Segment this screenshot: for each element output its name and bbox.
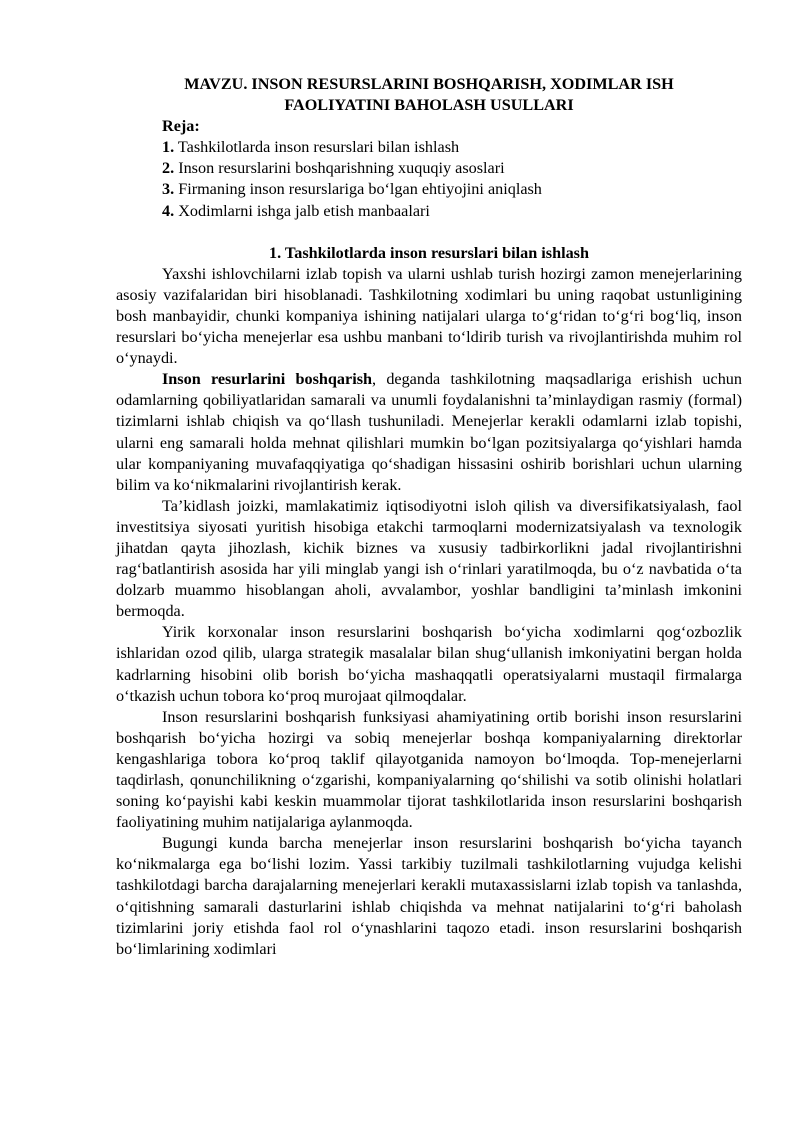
document-title bbox=[116, 74, 742, 116]
paragraph: Yaxshi ishlovchilarni izlab topish va ularni ushlab turish hozirgi zamon menejerlarining asosiy vazifalaridan biri hisoblanadi. Tashkilotning xodimlari bu uning raqobat ustunligining bosh manbayidir, chunki kompaniya ishining natijalari ularga to‘g‘ridan to‘g‘ri bog‘liq, inson resurslari bo‘yicha menejerlar esa ushbu manbani to‘ldirib turish va rivojlantirishda muhim rol o‘ynaydi. bbox=[116, 264, 742, 368]
document-page bbox=[116, 74, 742, 960]
paragraph: Ta’kidlash joizki, mamlakatimiz iqtisodiyotni isloh qilish va diversifikatsiyalash, faol investitsiya siyosati yuritish hisobiga etakchi tarmoqlarni modernizatsiyalash va texnologik jihatdan qayta jihozlash, kichik biznes va xususiy tadbirkorlikni jadal rivojlantirishni rag‘batlantirish asosida har yili minglab yangi ish o‘rinlari yaratilmoqda, bu o‘z navbatida o‘ta dolzarb muammo hisoblangan aholi, avvalambor, yoshlar bandligini ta’minlash imkonini bermoqda. bbox=[116, 496, 742, 621]
paragraph-text: , deganda tashkilotning maqsadlariga erishish uchun odamlarning qobiliyatlaridan samarali va unumli foydalanishni ta’minlaydigan rasmiy (formal) tizimlarni ishlab chiqish va qo‘llash tushuniladi. Menejerlar kerakli odamlarni izlab topishi, ularni eng samarali holda mehnat qilishlari mumkin bo‘lgan pozitsiyalarga qo‘yishlari hamda ular kompaniyaning muvafaqqiyatiga qo‘shadigan hissasini oshirib borishlari uchun ularning bilim va ko‘nikmalarini rivojlantirish kerak. bbox=[116, 370, 742, 494]
paragraph: Bugungi kunda barcha menejerlar inson resurslarini boshqarish bo‘yicha tayanch ko‘nikmalarga ega bo‘lishi lozim. Yassi tarkibiy tuzilmali tashkilotlarning vujudga kelishi tashkilotdagi barcha darajalarning menejerlari kerakli mutaxassislarni izlab topish va tanlashda, o‘qitishning samarali dasturlarini ishlab chiqishda va mehnat natijalarini to‘g‘ri baholash tizimlarini joriy etishda faol rol o‘ynashlarini taqozo etadi. inson resurslarini boshqarish bo‘limlarining xodimlari bbox=[116, 834, 742, 958]
plan-item-number: 1. bbox=[162, 138, 175, 157]
title-line-2: FAOLIYATINI BAHOLASH USULLARI bbox=[284, 96, 574, 115]
plan-item-text: Inson resurslarini boshqarishning xuquqiy asoslari bbox=[174, 159, 505, 178]
plan-item-text: Firmaning inson resurslariga bo‘lgan ehtiyojini aniqlash bbox=[174, 180, 542, 199]
plan-item-number: 3. bbox=[162, 180, 175, 199]
title-line-1: MAVZU. INSON RESURSLARINI BOSHQARISH, XODIMLAR ISH bbox=[184, 75, 674, 93]
plan-item bbox=[162, 201, 742, 222]
section-title: 1. Tashkilotlarda inson resurslari bilan ishlash bbox=[269, 243, 589, 262]
plan-item bbox=[162, 158, 742, 179]
paragraph: Yirik korxonalar inson resurslarini boshqarish bo‘yicha xodimlarni qog‘ozbozlik ishlaridan ozod qilib, ularga strategik masalalar bilan shug‘ullanish imkoniyatini bergan holda kadrlarning hisobini olib borish bo‘yicha mashaqqatli operatsiyalarni mustaqil firmalarga o‘tkazish uchun tobora ko‘proq murojaat qilmoqdalar. bbox=[116, 623, 742, 705]
paragraph bbox=[116, 369, 742, 496]
paragraph: Inson resurslarini boshqarish funksiyasi ahamiyatining ortib borishi inson resurslarini boshqarish bo‘yicha hozirgi va sobiq menejerlar boshqa kompaniyalarning direktorlar kengashlariga tobora ko‘proq taklif qilayotganida namoyon bo‘lmoqda. Top-menejerlarni taqdirlash, qonunchilikning o‘zgarishi, kompaniyalarning qo‘shilishi va sotib olinishi holatlari soning ko‘payishi kabi keskin muammolar tijorat tashkilotlarida inson resurslarini boshqarish faoliyatining muhim natijalariga aylanmoqda. bbox=[116, 707, 742, 832]
plan-item bbox=[162, 137, 742, 158]
plan-heading: Reja: bbox=[162, 117, 200, 136]
plan-item-text: Xodimlarni ishga jalb etish manbaalari bbox=[174, 201, 430, 220]
plan-item-number: 4. bbox=[162, 201, 175, 220]
plan-list bbox=[162, 116, 742, 221]
plan-item-number: 2. bbox=[162, 159, 175, 178]
plan-item-text: Tashkilotlarda inson resurslari bilan ishlash bbox=[174, 138, 460, 157]
paragraph-bold-term: Inson resurlarini boshqarish bbox=[162, 370, 373, 389]
plan-item bbox=[162, 179, 742, 200]
